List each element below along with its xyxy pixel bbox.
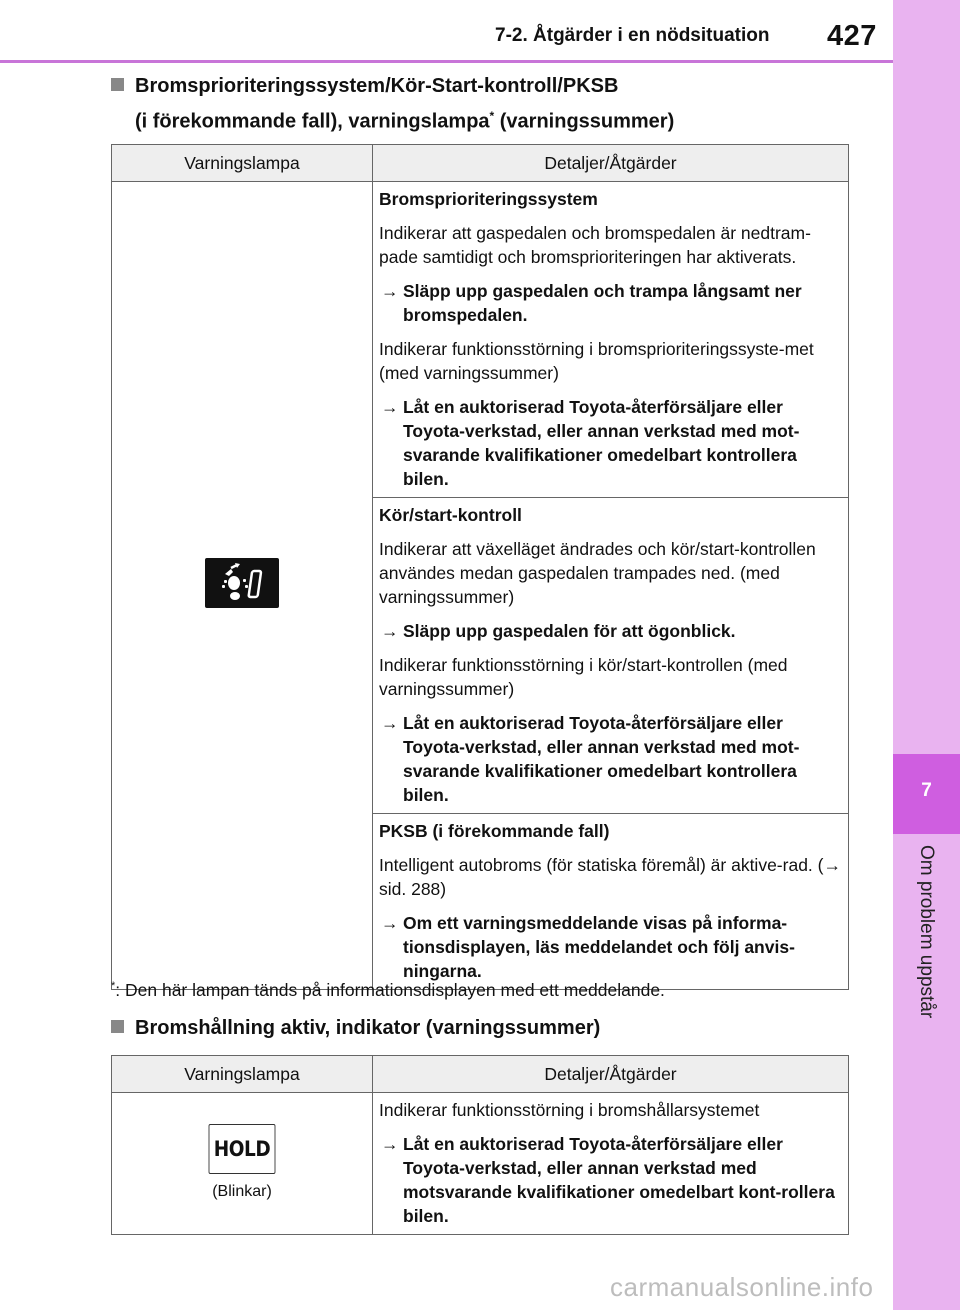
action-item: → Låt en auktoriserad Toyota-återförsäljare eller Toyota-verkstad, eller annan verkstad med motsvarande kvalifikationer omedelbart kont-rollera bilen. [381,1134,835,1226]
section1-heading: Bromsprioriteringssystem/Kör-Start-kontroll/PKSB (i förekommande fall), varningslampa* (varningssummer) [111,71,674,137]
description: Intelligent autobroms (för statiska föremål) är aktive-rad. (→ sid. 288) [379,855,841,899]
bullet-square-icon [111,78,124,91]
arrow-right-icon: → [381,913,399,933]
arrow-right-icon: → [381,621,399,641]
chapter-title: Om problem uppstår [916,845,937,1019]
column-header-lamp: Varningslampa [112,145,373,182]
bullet-square-icon [111,1020,124,1033]
watermark: carmanualsonline.info [610,1272,874,1302]
arrow-right-icon: → [381,281,399,301]
action-item: → Släpp upp gaspedalen för att ögonblick. [381,621,736,641]
arrow-right-icon: → [381,1134,399,1154]
arrow-right-icon: → [823,855,841,875]
action-item: → Om ett varningsmeddelande visas på informa-tionsdisplayen, läs meddelandet och följ anvis-ningarna. [381,913,795,981]
column-header-details: Detaljer/Åtgärder [373,1056,849,1093]
subtitle: Kör/start-kontroll [379,505,522,525]
arrow-right-icon: → [381,713,399,733]
details-brake-override [373,182,849,498]
description: Indikerar funktionsstörning i kör/start-kontrollen (med varningssummer) [379,655,788,699]
column-header-lamp: Varningslampa [112,1056,373,1093]
description: Indikerar funktionsstörning i bromsprioriteringssyste-met (med varningssummer) [379,339,814,383]
section2-heading: Bromshållning aktiv, indikator (varningssummer) [111,1013,600,1043]
arrow-right-icon: → [381,397,399,417]
action-item: → Låt en auktoriserad Toyota-återförsäljare eller Toyota-verkstad, eller annan verkstad med mot-svarande kvalifikationer omedelbart kontrollera bilen. [381,397,800,489]
subtitle: PKSB (i förekommande fall) [379,821,610,841]
page-reference-link[interactable]: sid. 288) [379,879,447,899]
header-title: 7-2. Åtgärder i en nödsituation [495,25,770,46]
description: Indikerar funktionsstörning i bromshållarsystemet [379,1100,760,1120]
description: Indikerar att växelläget ändrades och kör/start-kontrollen användes medan gaspedalen trampades ned. (med varningssummer) [379,539,816,607]
lamp-cell [112,182,373,990]
details-brake-hold [373,1093,849,1235]
action-item: → Låt en auktoriserad Toyota-återförsäljare eller Toyota-verkstad, eller annan verkstad med mot-svarande kvalifikationer omedelbart kontrollera bilen. [381,713,800,805]
subtitle: Bromsprioriteringssystem [379,189,598,209]
chapter-number: 7 [921,780,932,801]
header-rule [0,60,893,63]
brake-hold-icon: HOLD [209,1124,276,1174]
warning-table-2 [111,1055,849,1235]
chapter-sidebar [893,0,960,1310]
warning-table-1 [111,144,849,990]
footnote: *: Den här lampan tänds på informationsdisplayen med ett meddelande. [111,980,665,1000]
lamp-cell [112,1093,373,1235]
description: Indikerar att gaspedalen och bromspedalen är nedtram-pade samtidigt och bromsprioriteringen har aktiverats. [379,223,811,267]
column-header-details: Detaljer/Åtgärder [373,145,849,182]
page-number: 427 [827,20,877,52]
brake-override-warning-icon [205,558,279,608]
details-pksb [373,814,849,990]
details-drive-start-control [373,498,849,814]
icon-caption: (Blinkar) [212,1182,272,1200]
action-item: → Släpp upp gaspedalen och trampa långsamt ner bromspedalen. [381,281,802,325]
